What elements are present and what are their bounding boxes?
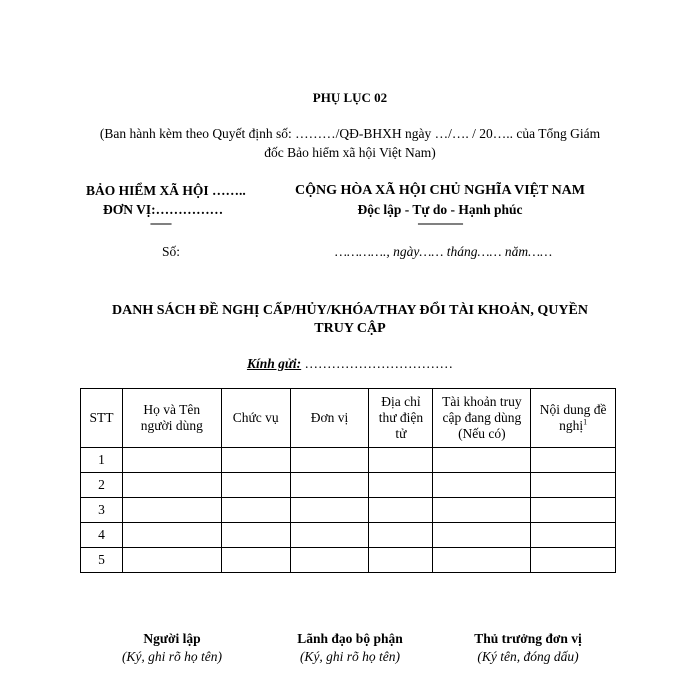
header-email-line2: thư điện [378,410,424,425]
header-account-line3: (Nếu có) [458,426,506,441]
table-row [81,448,616,473]
table-cell [290,498,369,523]
table-cell [369,523,433,548]
document-title-line2: TRUY CẬP [314,321,386,336]
header-unit: Đơn vị [290,389,369,448]
document-number-label: Số: [162,244,181,259]
header-position: Chức vụ [221,389,290,448]
table-row [81,473,616,498]
signature-preparer [77,630,267,666]
table-cell [531,448,616,473]
table-cell [531,548,616,573]
table-row [81,498,616,523]
table-cell [221,548,290,573]
preparer-role: Người lập [143,631,201,646]
left-divider: ------- [150,216,171,230]
row-number: 3 [81,498,123,523]
table-cell [221,473,290,498]
country-name: CỘNG HÒA XÃ HỘI CHỦ NGHĨA VIỆT NAM [294,183,585,198]
table-cell [531,473,616,498]
header-email-line1: Địa chỉ [381,394,421,409]
header-full-name [122,389,221,448]
recipient-label: Kính gửi: [246,356,302,371]
header-account-line1: Tài khoản truy [442,394,522,409]
agency-name: BẢO HIỂM XÃ HỘI …….. [86,183,246,198]
table-cell [433,448,531,473]
table-cell [221,448,290,473]
table-cell [290,548,369,573]
table-cell [122,473,221,498]
table-cell [122,448,221,473]
table-cell [433,523,531,548]
table-row [81,548,616,573]
document-title [70,302,630,338]
issued-note: (Ban hành kèm theo Quyết định số: ………/QĐ-BHXH ngày …/…. / 20….. của Tổng Giám đốc Bảo hiểm xã hội Việt Nam) [99,126,601,160]
header-content-line2: nghị [559,418,584,433]
table-cell [290,448,369,473]
request-table [80,388,616,573]
table-cell [369,448,433,473]
table-cell [221,498,290,523]
table-cell [122,548,221,573]
header-full-name-line2: người dùng [140,418,203,433]
table-cell [369,473,433,498]
signature-unit-head [433,630,623,666]
recipient-line [0,356,700,372]
table-header-row [81,389,616,448]
footnote-marker: 1 [583,417,588,427]
row-number: 5 [81,548,123,573]
preparer-note: (Ký, ghi rõ họ tên) [121,649,223,664]
signature-department-head [255,630,445,666]
table-cell [531,523,616,548]
header-full-name-line1: Họ và Tên [143,402,201,417]
table-cell [531,498,616,523]
row-number: 4 [81,523,123,548]
table-cell [369,548,433,573]
table-cell [122,498,221,523]
header-email-line3: tử [395,426,407,441]
header-content-line1: Nội dung đề [539,402,607,417]
table-cell [290,473,369,498]
table-cell [221,523,290,548]
table-cell [433,548,531,573]
national-motto: Độc lập - Tự do - Hạnh phúc [357,202,523,217]
header-account-line2: cập đang dùng [442,410,522,425]
row-number: 2 [81,473,123,498]
table-cell [433,498,531,523]
table-cell [122,523,221,548]
unit-head-role: Thủ trưởng đơn vị [474,631,582,646]
header-request-content [531,389,616,448]
header-stt: STT [81,389,123,448]
date-line: …………., ngày…… tháng…… năm…… [335,244,553,259]
department-head-note: (Ký, ghi rõ họ tên) [299,649,401,664]
table-cell [369,498,433,523]
table-row [81,523,616,548]
row-number: 1 [81,448,123,473]
appendix-title: PHỤ LỤC 02 [312,90,388,105]
unit-label: ĐƠN VỊ:…………… [103,202,224,217]
department-head-role: Lãnh đạo bộ phận [297,631,403,646]
right-divider: --------------- [417,216,463,230]
table-cell [433,473,531,498]
recipient-value: …………………………… [301,356,454,371]
document-title-line1: DANH SÁCH ĐỀ NGHỊ CẤP/HỦY/KHÓA/THAY ĐỔI TÀI KHOẢN, QUYỀN [112,303,588,318]
header-email [369,389,433,448]
unit-head-note: (Ký tên, đóng dấu) [477,649,579,664]
header-current-account [433,389,531,448]
table-cell [290,523,369,548]
